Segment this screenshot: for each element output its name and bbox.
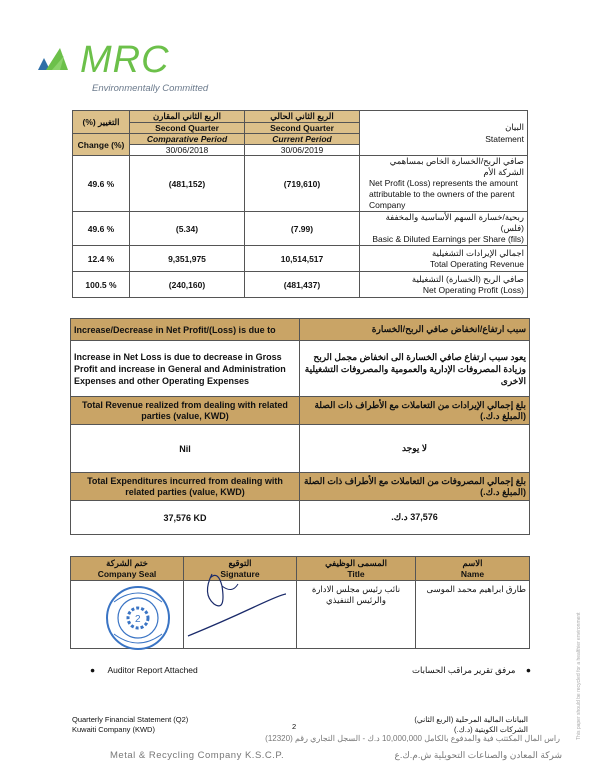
- comparative-value: (5.34): [130, 212, 245, 246]
- statement-en: Net Operating Profit (Loss): [422, 284, 524, 295]
- handwritten-signature: [182, 564, 292, 644]
- table-row: [73, 246, 528, 272]
- seal-header-ar: ختم الشركة: [106, 557, 148, 568]
- title-value: نائب رئيس مجلس الادارة والرئيس التنفيذي: [297, 581, 416, 649]
- title-header-ar: المسمى الوظيفي: [325, 557, 387, 568]
- table-row: [73, 212, 528, 246]
- change-header: [73, 111, 130, 134]
- reason-title-en: Increase/Decrease in Net Profit/(Loss) is due to: [71, 319, 300, 341]
- comparative-value: (240,160): [130, 272, 245, 298]
- current-period-label: Current Period: [245, 134, 360, 145]
- statement-cell: [360, 272, 528, 298]
- change-value: 12.4 %: [73, 246, 130, 272]
- current-value: (481,437): [245, 272, 360, 298]
- seal-header-en: Company Seal: [97, 568, 157, 579]
- attachment-ar: [412, 665, 531, 676]
- footer-left-line2: Kuwaiti Company (KWD): [72, 725, 155, 734]
- seal-header: [71, 557, 184, 581]
- footer-left-line1: Quarterly Financial Statement (Q2): [72, 715, 189, 724]
- statement-ar: اجمالي الإيرادات التشغيلية: [432, 247, 524, 258]
- current-header-en: Second Quarter: [245, 123, 360, 134]
- statement-cell: [360, 156, 528, 212]
- change-value: 49.6 %: [73, 212, 130, 246]
- mrc-logo-icon: [38, 38, 208, 83]
- footer-capital: راس المال المكتتب فية والمدفوع بالكامل 10,000,000 د.ك - السجل التجاري رقم (12320): [265, 734, 560, 743]
- comparative-header-en: Second Quarter: [130, 123, 245, 134]
- footer-company-ar: شركة المعادن والصناعات التحويلية ش.م.ك.ع: [394, 750, 562, 760]
- current-value: (719,610): [245, 156, 360, 212]
- bullet-icon: ●: [525, 665, 531, 675]
- comparative-period-label: Comparative Period: [130, 134, 245, 145]
- comparative-date: 30/06/2018: [130, 145, 245, 156]
- footer-company-en: Metal & Recycling Company K.S.C.P.: [110, 750, 285, 761]
- title-header-en: Title: [347, 568, 365, 579]
- current-value: 10,514,517: [245, 246, 360, 272]
- current-date: 30/06/2019: [245, 145, 360, 156]
- recycle-note: This paper should be recycled for a healthier environment: [576, 612, 582, 740]
- name-header-en: Name: [460, 568, 485, 579]
- revenue-header-ar: بلغ إجمالي الإيرادات من التعاملات مع الأطراف ذات الصلة (المبلغ د.ك.): [300, 397, 530, 425]
- svg-text:MRC: MRC: [80, 39, 170, 81]
- current-value: (7.99): [245, 212, 360, 246]
- change-header-ar: التغيير (%): [82, 116, 120, 127]
- footer-right: [400, 715, 528, 735]
- statement-header-ar: البيان: [505, 122, 524, 132]
- statement-en: Total Operating Revenue: [429, 258, 524, 269]
- revenue-value-ar: لا يوجد: [300, 425, 530, 473]
- table-row: [73, 156, 528, 212]
- statement-cell: [360, 212, 528, 246]
- attachment-text-en: Auditor Report Attached: [107, 665, 198, 675]
- statement-en: Net Profit (Loss) represents the amount attributable to the owners of the parent Company: [369, 178, 518, 210]
- footer-left: [72, 715, 188, 735]
- name-header: [416, 557, 530, 581]
- company-tagline: Environmentally Committed: [92, 83, 209, 94]
- signature-header-en: Signature: [220, 568, 260, 579]
- title-header: [297, 557, 416, 581]
- financial-results-table: [72, 110, 528, 298]
- expenditure-value-ar: 37,576 د.ك.: [300, 501, 530, 535]
- change-header-en: Change (%): [73, 134, 130, 156]
- page-number: 2: [292, 722, 297, 731]
- statement-ar: صافي الربح (الخسارة) التشغيلية: [411, 273, 524, 284]
- signature-icon: [182, 564, 292, 644]
- statement-header-en: Statement: [485, 134, 524, 144]
- reason-text-ar: يعود سبب ارتفاع صافي الخسارة الى انخفاض مجمل الربح وزيادة المصروفات الإدارية والعمومية والمصروفات التشغيلية الاخرى: [300, 341, 530, 397]
- revenue-header-en: Total Revenue realized from dealing with related parties (value, KWD): [71, 397, 300, 425]
- comparative-value: (481,152): [130, 156, 245, 212]
- footer-right-line1: البيانات المالية المرحلية (الربع الثاني): [414, 715, 528, 724]
- statement-en: Basic & Diluted Earnings per Share (fils): [372, 234, 524, 244]
- statement-ar: صافي الربح/الخسارة الخاص بمساهمي الشركة الأم: [389, 156, 524, 177]
- current-header-ar: الربع الثاني الحالي: [245, 111, 360, 123]
- statement-header: [360, 111, 528, 156]
- attachment-text-ar: مرفق تقرير مراقب الحسابات: [412, 665, 516, 675]
- name-value: طارق ابراهيم محمد الموسى: [416, 581, 530, 649]
- reason-text-en: Increase in Net Loss is due to decrease in Gross Profit and increase in General and Administration Expenses and other Operating Expenses: [71, 341, 300, 397]
- seal-icon: [102, 584, 174, 652]
- comparative-header-ar: الربع الثاني المقارن: [130, 111, 245, 123]
- name-header-ar: الاسم: [462, 557, 483, 568]
- company-seal-stamp: [102, 584, 174, 652]
- expenditure-header-en: Total Expenditures incurred from dealing with related parties (value, KWD): [71, 473, 300, 501]
- expenditure-header-ar: بلغ إجمالي المصروفات من التعاملات مع الأطراف ذات الصلة (المبلغ د.ك.): [300, 473, 530, 501]
- reasons-table: [70, 318, 530, 535]
- change-value: 100.5 %: [73, 272, 130, 298]
- footer-right-line2: الشركات الكويتية (د.ك.): [454, 725, 528, 734]
- table-row: [73, 272, 528, 298]
- statement-cell: [360, 246, 528, 272]
- reason-title-ar: سبب ارتفاع/انخفاض صافي الربح/الخسارة: [300, 319, 530, 341]
- expenditure-value-en: 37,576 KD: [71, 501, 300, 535]
- change-value: 49.6 %: [73, 156, 130, 212]
- signature-header-ar: التوقيع: [228, 557, 252, 568]
- revenue-value-en: Nil: [71, 425, 300, 473]
- statement-ar: ربحية/خسارة السهم الأساسية والمخففة (فلس): [385, 212, 524, 233]
- bullet-icon: ●: [90, 665, 96, 675]
- attachment-en: [90, 665, 198, 675]
- svg-text:2: 2: [135, 614, 141, 625]
- comparative-value: 9,351,975: [130, 246, 245, 272]
